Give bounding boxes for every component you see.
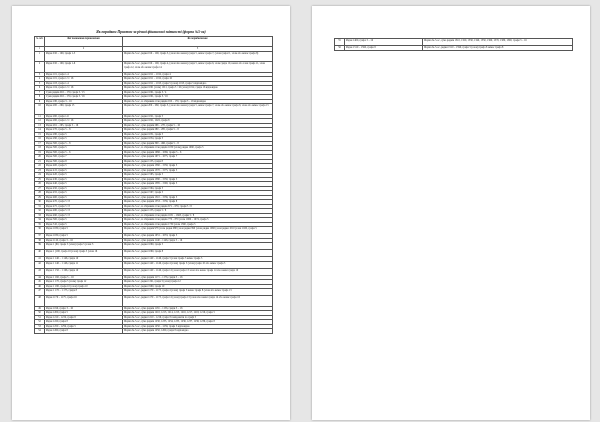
row-number: 19 [35,150,45,155]
row-number: 4 [35,77,45,82]
row-number: 7 [35,90,45,95]
row-number: 22 [35,164,45,169]
row-number: 36 [35,227,45,234]
row-old-reference: Рядок 1510 – 1590, графа 8 [345,46,423,51]
row-number: 55 [335,39,345,46]
row-old-reference: Рядок 455, графа 5 [45,191,123,196]
row-new-reference: Форма № 5-ос, сума рядків 1210, 1213, 1214, 1215, 1216, 1217, 1218, 1219, графа 5 [123,311,273,316]
row-old-reference: Рядок 400, графа 5 [45,164,123,169]
row-number: 53 [35,324,45,329]
row-new-reference: Форма № 5-ос, сума рядків 1066 – 1069, графи 5 – 6 [123,150,273,155]
row-new-reference: Форма № 5-ос, рядки 1594, графа 5 [123,186,273,191]
row-new-reference: Форма № 5-ос, за збірників стан рядків 770 – 870 (злом 1966 – 1974, графа 5 [123,218,273,223]
row-new-reference: Форма № 5-ос, рядки 1021, графа 5 [123,114,273,119]
row-old-reference: Рядок 450, графа 5 [45,186,123,191]
row-old-reference: Рядок 300, графа 8 [45,159,123,164]
row-new-reference: Форма № 5-ос, рядки 1054, графа 5 [123,137,273,142]
row-old-reference: Рядок 260, графа 1-6 [45,114,123,119]
row-new-reference: Форма № 5-ос, рядки 1170 – 1175, графа 12 (злом) графа 13 (злом або немає графа 14 або немає графа 16 [123,296,273,307]
row-old-reference: Рядок 261 – 265, графа 5 – 16 [45,123,123,128]
row-new-reference: Форма № 5-ос, рядки 1011 – 1012, графа 16 [123,77,273,82]
table-row [35,104,273,115]
row-old-reference: Рядок 1 (190, графа 16 (злом) графа 5 (злом 16 [45,250,123,257]
row-new-reference: Форма № 5-ос, за збірників стан рядків 1059 (злом) рядки 1060, графа 5 [123,146,273,151]
row-new-reference: Форма № 5-ос, сума рядків 1031 – 1033, графа 5 [123,234,273,239]
row-old-reference: Сума рядків 010 – 170, графа 3 / 16 [45,95,123,100]
row-number: 41 [35,257,45,262]
row-old-reference: Рядок 1030, графа 5 [45,234,123,239]
row-old-reference: Рядок 104, графа 1-5 / 16 [45,86,123,91]
row-old-reference: Рядок 415, графа 5 [45,168,123,173]
row-new-reference: Форма № 5-ос, сума рядків 978 (злом рядки 980 (злом рядки 990 (злом рядки 1960 (злом рядки 1010 (злом 1020, графа 5 [123,227,273,234]
table-row [35,268,273,275]
row-new-reference: Форма № 5-ос, рядки 1021, 1022, графа 8 [123,119,273,124]
row-old-reference: Рядок 1110, графа 3 – 16 [45,238,123,243]
row-new-reference: Форма № 5-ос, рядки 1191, графа 5 (злом) графа 12 [123,280,273,285]
row-number: 54 [35,329,45,334]
row-new-reference: Форма № 5-ос, рядки 1960, графа 10 [123,284,273,289]
row-old-reference: Рядок 1200, графа 5 [45,311,123,316]
document-title: Як порядком Приєтом за річної фінансової звітності (форма №5-ов) [96,30,206,34]
row-number: 15 [35,132,45,137]
row-new-reference: Форма № 5-ос, сума рядків 266 – 270, графи 5 – 16 [123,123,273,128]
row-new-reference: Форма № 5-ос, рядки 1140 – 1146, графа 4 (злом) графа 5 (злом) графа 10 або немає графа 5 [123,261,273,268]
header-col-1: 1 [35,47,45,52]
row-number: 16 [35,137,45,142]
row-number: 39 [35,243,45,250]
row-number: 1 [35,51,45,62]
row-number: 34 [35,218,45,223]
row-old-reference: Рядок 470, графа 5 / 8 [45,200,123,205]
row-number: 49 [35,306,45,311]
row-number: 31 [35,204,45,209]
header-col-2: 2 [45,47,123,52]
row-number: 6 [35,86,45,91]
row-old-reference: Рядок 1260, графа 8 [45,329,123,334]
row-new-reference: Форма № 5-ос, рядки 1001, графа 3 / 16 [123,95,273,100]
row-number: 3 [35,72,45,77]
document-page-2 [312,6,590,420]
row-old-reference: Рядок 290, графа 5 [45,137,123,142]
row-old-reference: Сума рядків 010 – 170, графа 3 / 15 [45,90,123,95]
row-number: 25 [35,177,45,182]
row-number: 27 [35,186,45,191]
row-new-reference: Форма № 5-ос, за збірників стан рядків 1730 (злом 1560, графа 5 [123,222,273,227]
row-new-reference: Форма № 5-ос, сума рядків 1310, 1320, 1330, 1340, 1350, 1360, 1370, 1380, 1390, графи 3 – 16 [423,39,573,46]
row-old-reference: Рядок 300, графа 5 [45,146,123,151]
row-number: 56 [335,46,345,51]
row-new-reference: Форма № 5-ос, за збірників стан рядків 010 – 170, графи 3 – 16 відповідно [123,99,273,104]
row-new-reference: Форма № 5-ос, сума рядків 1250, 1260, графа 8 відповідно [123,329,273,334]
row-old-reference: Рядок 300, графа 5 – 6 [45,150,123,155]
row-new-reference: Форма № 5-ос, рядки 1155, графа 5 / 8 [123,209,273,214]
row-old-reference: Рядок 1170 – 1175, графа 16 [45,296,123,307]
row-number: 40 [35,250,45,257]
row-new-reference: Форма № 5-ос, рядки 1060, графа 8 [123,250,273,257]
row-number: 8 [35,95,45,100]
row-old-reference: Рядок 1 140 – 1 146, графа 10 [45,257,123,262]
row-new-reference: Форма № 5-ос, рядки 1210 – 1219, графа 8 повідомити по графі 5 [123,315,273,320]
row-number: 38 [35,238,45,243]
row-number: 35 [35,222,45,227]
row-new-reference: Форма № 5-ос, рядки 1001, графа 3 / 4 [123,90,273,95]
row-old-reference: Рядок 1 160, графа 5 – 16 [45,275,123,280]
row-new-reference: Форма № 5-ос, сума рядків 1580 – 1530, графа 5 [123,177,273,182]
row-number: 48 [35,296,45,307]
row-old-reference: Рядок 1220, графа 8 [45,320,123,325]
row-old-reference: Рядок 1030, графа 5 [45,227,123,234]
table-row [35,227,273,234]
table-row [35,243,273,250]
row-new-reference: Форма № 5-ос, за збірників стан рядків 671 – 670, графи 5 / 8 [123,204,273,209]
row-old-reference: Рядок 490, графа 5 / 8 [45,213,123,218]
row-number: 47 [35,289,45,296]
row-old-reference: Рядок 1 140 – 1 146, графа 11 [45,261,123,268]
table-row [35,250,273,257]
row-new-reference: Форма № 5-ос, рядки 1140 – 1146, графа 12 (злом графа 13 злом або немає графа 14 або немає графа 10 [123,268,273,275]
table-row [35,296,273,307]
row-old-reference: Рядок 280, графа 5 [45,132,123,137]
row-number: 32 [35,209,45,214]
table-row [35,289,273,296]
row-new-reference: Форма № 5-ос, рядки 1510 – 1590, графа 5 (злом) графа 8 немає графа 8 [423,46,573,51]
row-number: 13 [35,123,45,128]
row-old-reference: Рядок 1 170, графа 5 (злом) графа 12 [45,280,123,285]
row-old-reference: Рядок 1 170 – 1 175, графа 8 [45,289,123,296]
row-number: 9 [35,99,45,104]
row-old-reference: Рядок 1 150 – 1 166, графа 10 [45,268,123,275]
row-new-reference: Форма № 5-ос, рядки 1170 – 1175, графа 4 (злом) графа 5 немає графа 8 (злом або немає графа 13 [123,289,273,296]
row-number: 52 [35,320,45,325]
header-new: Як порядкамення [123,37,273,47]
row-number: 17 [35,141,45,146]
row-new-reference: Форма № 5-ос, сума рядків 1585 – 1590, графа 5 [123,182,273,187]
row-old-reference: Рядок 1190, графа 3 – 16 [45,306,123,311]
row-old-reference: Рядок 1400, графа 3 – 16 [345,39,423,46]
table-row [335,46,573,51]
row-number: 29 [35,195,45,200]
row-old-reference: Рядок 475, графа 5 / 8 [45,204,123,209]
row-old-reference: Рядок 101, графа 1-4 [45,72,123,77]
row-new-reference: Форма № 5-ос, рядки 1011 – 1012, графа 4 [123,72,273,77]
header-col-3: 3 [123,47,273,52]
row-new-reference: Форма № 5-ос, рядки 1011 – 1013, графа 5 (злом) 1013, графа 5 відповідно [123,81,273,86]
row-number: 45 [35,280,45,285]
row-number: 44 [35,275,45,280]
table-row [35,329,273,334]
row-new-reference: Форма № 5-ос, сума рядків 1510 – 1536, графа 5 [123,195,273,200]
row-number: 14 [35,128,45,133]
row-number: 5 [35,81,45,86]
row-number: 50 [35,311,45,316]
row-new-reference: Форма № 5-ос, рядки 1060, графа 5 [123,243,273,250]
row-new-reference: Форма № 5-ос, рядки 1565, графа 5 [123,173,273,178]
table-row [35,261,273,268]
header-num: № п/п [35,37,45,47]
row-old-reference: Рядок 1 (60, графа 5 (злом) графа 5 (злом 3 [45,243,123,250]
row-number: 24 [35,173,45,178]
row-number: 18 [35,146,45,151]
row-old-reference: Рядок 1 180, графа 10 (злом) графа 10 [45,284,123,289]
document-page-1 [12,6,290,420]
row-number: 26 [35,182,45,187]
row-new-reference: Форма № 5-ос, рядки 1001 (злом) 1011, графа 5 / 16 (злом) 1012, графа 16 відповідно [123,86,273,91]
table-header-row [35,37,273,47]
row-old-reference: Рядок 180, графа 3 – 16 [45,99,123,104]
row-old-reference: Рядок 010 – 100, графа 1-5 [45,51,123,62]
row-new-reference: Форма № 5-ос, сума рядків 1230, 1233, 1234, 1235, 1236, 1237, 1238, 1239, графа 8 [123,320,273,325]
row-old-reference: Рядок 260, графа 1-5 / 16 [45,119,123,124]
row-old-reference: Рядок 270, графа 5 – 8 [45,128,123,133]
row-new-reference: Форма № 5-ос, сума рядків 1570 – 1575, графа 5 [123,168,273,173]
row-new-reference: Форма № 5-ос, сума рядків 1250 – 1259, графа 5 відповідно [123,324,273,329]
row-number: 37 [35,234,45,239]
row-new-reference: Форма № 5-ос, сума рядків 1140 – 1146, графа 3 – 16 [123,238,273,243]
row-old-reference: Рядок 480, графа 5 / 8 [45,209,123,214]
row-number: 33 [35,213,45,218]
row-number: 11 [35,114,45,119]
row-new-reference: Форма № 5-ос, рядки 1155, графа 8 [123,159,273,164]
row-new-reference: Форма № 5-ос, рядки 200 – 260, графа 3, (злом або немає) графа 5, немає графа 7, злом або немає графа 8, злом або немає графа 15 [123,104,273,115]
row-old-reference: Рядок 430, графа 5 [45,177,123,182]
row-old-reference: Рядок 200 – 260, графа 15 [45,104,123,115]
row-new-reference: Форма № 5-ос, рядки 1597, графа 5 [123,191,273,196]
row-new-reference: Форма № 5-ос, сума рядків 1553 – 1556, графа 8 [123,200,273,205]
row-number: 20 [35,155,45,160]
table-row [335,39,573,46]
table-row [35,51,273,62]
row-number: 46 [35,284,45,289]
row-number: 42 [35,261,45,268]
row-new-reference: Форма № 5-ос, сума рядків 1071 – 1075, графа 7 [123,155,273,160]
row-number: 2 [35,62,45,73]
row-new-reference: Форма № 5-ос, сума рядків 300 – 496, графи 5 – 8 [123,141,273,146]
row-new-reference: Форма № 5-ос, рядки 010 – 100, графа 4, (злом або немає) графа 5, немає графа 6, злом графа 10, немає або злом графа 11, злом графа 12, злом або немає графа 14 [123,62,273,73]
row-number: 12 [35,119,45,124]
row-new-reference: Форма № 5-ос, рядки 010 – 100, графа 3, (злом або немає) графа 5, немає графа 7, (злом графа 6 , злом або немає графа 8) [123,51,273,62]
row-new-reference: Форма № 5-ос, сума рядків 1181 – 1156, графи 3 – 16 [123,306,273,311]
row-number: 23 [35,168,45,173]
row-number: 51 [35,315,45,320]
row-old-reference: Рядок 500, графа 5 [45,218,123,223]
row-old-reference: Рядок 300, графа 5 – 8 [45,141,123,146]
row-number: 28 [35,191,45,196]
table-row [35,62,273,73]
row-old-reference: Рядок 510, графа 5 [45,222,123,227]
header-old: Які повинення первиамення [45,37,123,47]
row-old-reference: Рядок 103, графа 1-4 [45,81,123,86]
row-number: 43 [35,268,45,275]
row-new-reference: Форма № 5-ос, рядки 1140 – 1146, графа 3 (злом графа 5 немає графа 5 [123,257,273,262]
row-new-reference: Форма № 5-ос, сума рядків 1171 – 1176, графи 5 – 16 [123,275,273,280]
row-old-reference: Рядок 1210 – 1219, графа 8 [45,315,123,320]
mapping-table [34,36,273,334]
row-new-reference: Форма № 5-ос, рядки 1051, графа 5 [123,132,273,137]
row-new-reference: Форма № 5-ос, сума рядків 280 – 285, графи 5 – 8 [123,128,273,133]
row-old-reference: Рядок 420, графа 5 [45,173,123,178]
row-new-reference: Форма № 5-ос, за збірників стан рядків 1651 – 1663, графи 5 / 8 [123,213,273,218]
row-new-reference: Форма № 5-ос, сума рядків 1560 – 1530, графа 5 [123,164,273,169]
row-old-reference: Рядок 1250 – 1259, графа 5 [45,324,123,329]
row-number: 10 [35,104,45,115]
row-old-reference: Рядок 460, графа 5 [45,195,123,200]
row-number: 30 [35,200,45,205]
row-old-reference: Рядок 010 – 100, графа 1-6 [45,62,123,73]
row-old-reference: Рядок 440, графа 5 [45,182,123,187]
mapping-table-continued [334,38,573,51]
row-old-reference: Рядок 300, графа 7 [45,155,123,160]
row-old-reference: Рядок 101, графа 1-5 / 16 [45,77,123,82]
row-number: 21 [35,159,45,164]
